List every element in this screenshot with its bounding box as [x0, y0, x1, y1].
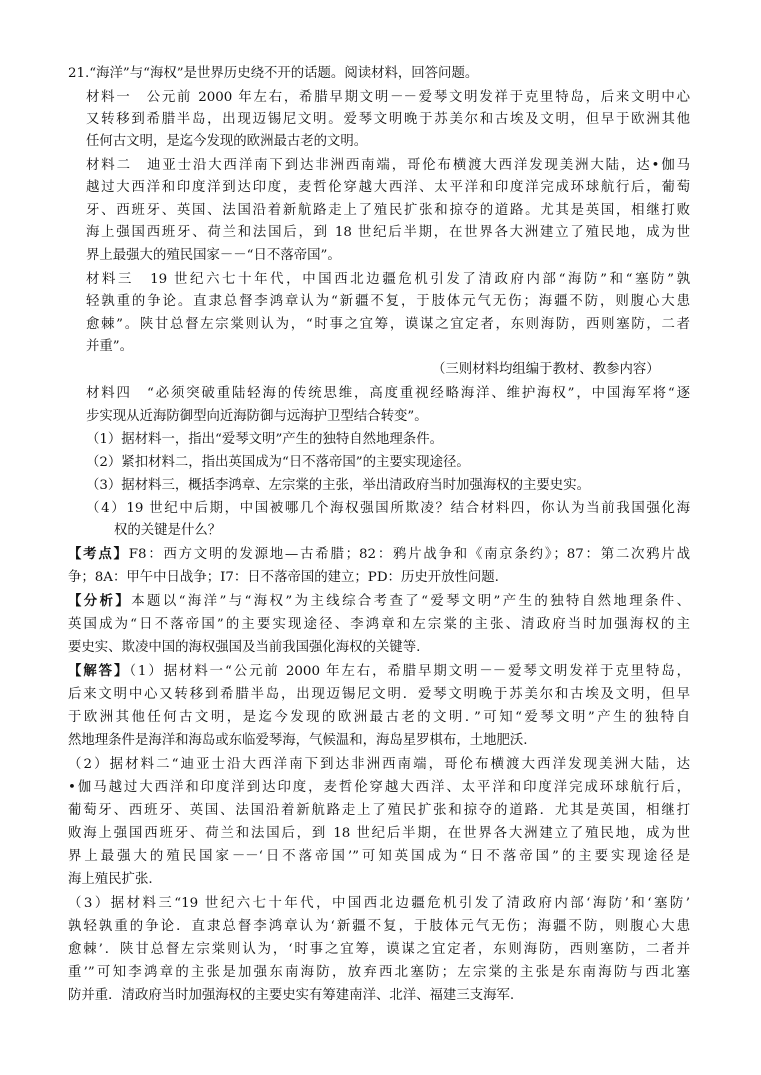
fenxi-line-2: 英国成为“日不落帝国”的主要实现途径、李鸿章和左宗棠的主张、清政府当时加强海权的主: [68, 617, 690, 632]
fenxi-line-3: 要史实、欺凌中国的海权强国及当前我国强化海权的关键等.: [68, 640, 421, 655]
source-note: （三则材料均组编于教材、教参内容）: [432, 362, 660, 377]
answer-1-line-2: 后来文明中心又转移到希腊半岛，出现迈锡尼文明．爱琴文明晚于苏美尔和古埃及文明，但早: [68, 687, 690, 702]
fenxi-row-1: [68, 595, 690, 608]
material-3-line-4: 并重”。: [86, 339, 134, 354]
answer-1-line-4: 然地理条件是海洋和海岛或东临爱琴海，气候温和，海岛星罗棋布，土地肥沃.: [68, 733, 528, 748]
answer-1-line-1: （1）据材料一“公元前 2000 年左右，希腊早期文明－－爱琴文明发祥于克里特岛，: [129, 664, 691, 679]
material-3-line-3: 愈棘”。陕甘总督左宗棠则认为，“时事之宜筹，谟谋之宜定者，东则海防，西则塞防，二者: [86, 317, 690, 332]
material-4-line-1: 材料四 “必须突破重陆轻海的传统思维，高度重视经略海洋、维护海权”，中国海军将“逐: [86, 386, 690, 401]
answer-2-line-1: （2）据材料二“迪亚士沿大西洋南下到达非洲西南端，哥伦布横渡大西洋发现美洲大陆，达: [68, 757, 690, 772]
kaodian-line-1: F8：西方文明的发源地—古希腊；82：鸦片战争和《南京条约》；87：第二次鸦片战: [128, 547, 691, 562]
material-2-line-3: 牙、西班牙、英国、法国沿着新航路走上了殖民扩张和掠夺的道路。尤其是英国，相继打败: [86, 203, 690, 218]
sub-question-1: （1）据材料一，指出“爱琴文明”产生的独特自然地理条件。: [86, 432, 443, 447]
material-3-line-2: 轻孰重的争论。直隶总督李鸿章认为“新疆不复，于肢体元气无伤；海疆不防，则腹心大患: [86, 294, 690, 309]
material-2-line-5: 界上最强大的殖民国家－－“日不落帝国”。: [86, 248, 341, 263]
material-2-line-4: 海上强国西班牙、荷兰和法国后，到 18 世纪后半期，在世界各大洲建立了殖民地，成为世: [86, 225, 690, 240]
answer-2-line-6: 海上殖民扩张.: [68, 872, 153, 887]
jieda-row-1: [68, 665, 690, 678]
answer-2-line-3: 葡萄牙、西班牙、英国、法国沿着新航路走上了殖民扩张和掠夺的道路．尤其是英国，相继打: [68, 803, 690, 818]
material-4-line-2: 步实现从近海防御型向近海防御与远海护卫型结合转变”。: [86, 409, 428, 424]
sub-question-3: （3）据材料三，概括李鸿章、左宗棠的主张，举出清政府当时加强海权的主要史实。: [86, 478, 590, 493]
fenxi-line-1: 本题以“海洋”与“海权”为主线综合考查了“爱琴文明”产生的独特自然地理条件、: [131, 594, 691, 609]
answer-1-line-3: 于欧洲其他任何古文明，是迄今发现的欧洲最古老的文明．”可知“爱琴文明”产生的独特自: [68, 710, 690, 725]
question-title: 21.“海洋”与“海权”是世界历史绕不开的话题。阅读材料，回答问题。: [68, 66, 479, 81]
material-1-line-2: 又转移到希腊半岛，出现迈锡尼文明。爱琴文明晚于苏美尔和古埃及文明，但早于欧洲其他: [86, 112, 690, 127]
answer-2-line-5: 界上最强大的殖民国家－－‘日不落帝国’”可知英国成为“日不落帝国”的主要实现途径是: [68, 849, 690, 864]
sub-question-2: （2）紧扣材料二，指出英国成为“日不落帝国”的主要实现途径。: [86, 455, 470, 470]
answer-3-line-1: （3）据材料三“19 世纪六七十年代，中国西北边疆危机引发了清政府内部‘海防’和‘塞防’: [68, 896, 690, 911]
material-2-line-1: 材料二 迪亚士沿大西洋南下到达非洲西南端，哥伦布横渡大西洋发现美洲大陆，达•伽马: [86, 158, 690, 173]
kaodian-line-2: 争；8A：甲午中日战争；I7：日不落帝国的建立；PD：历史开放性问题.: [68, 570, 499, 585]
material-3-line-1: 材料三 19 世纪六七十年代，中国西北边疆危机引发了清政府内部“海防”和“塞防”孰: [86, 272, 690, 287]
answer-3-line-3: 愈棘’．陕甘总督左宗棠则认为，‘时事之宜筹，谟谋之宜定者，东则海防，西则塞防，二者并: [68, 942, 690, 957]
answer-2-line-4: 败海上强国西班牙、荷兰和法国后，到 18 世纪后半期，在世界各大洲建立了殖民地，成为世: [68, 826, 690, 841]
material-2-line-2: 越过大西洋和印度洋到达印度，麦哲伦穿越大西洋、太平洋和印度洋完成环球航行后，葡萄: [86, 180, 690, 195]
kaodian-label: 【考点】: [68, 546, 129, 562]
sub-question-4-line-1: （4）19 世纪中后期，中国被哪几个海权强国所欺凌？结合材料四，你认为当前我国强化海: [86, 501, 690, 516]
answer-3-line-4: 重’”可知李鸿章的主张是加强东南海防，放弃西北塞防；左宗棠的主张是东南海防与西北塞: [68, 965, 690, 980]
fenxi-label: 【分析】: [68, 593, 132, 609]
material-1-line-3: 任何古文明，是迄今发现的欧洲最古老的文明。: [86, 134, 368, 149]
answer-2-line-2: •伽马越过大西洋和印度洋到达印度，麦哲伦穿越大西洋、太平洋和印度洋完成环球航行后，: [68, 780, 690, 795]
jieda-label: 【解答】: [68, 663, 130, 679]
answer-3-line-5: 防并重．清政府当时加强海权的主要史实有筹建南洋、北洋、福建三支海军.: [68, 988, 515, 1003]
kaodian-row-1: [68, 548, 690, 561]
sub-question-4-line-2: 权的关键是什么？: [114, 523, 222, 538]
material-1-line-1: 材料一 公元前 2000 年左右，希腊早期文明－－爱琴文明发祥于克里特岛，后来文明中心: [86, 90, 690, 105]
answer-3-line-2: 孰轻孰重的争论．直隶总督李鸿章认为‘新疆不复，于肢体元气无伤；海疆不防，则腹心大患: [68, 919, 690, 934]
